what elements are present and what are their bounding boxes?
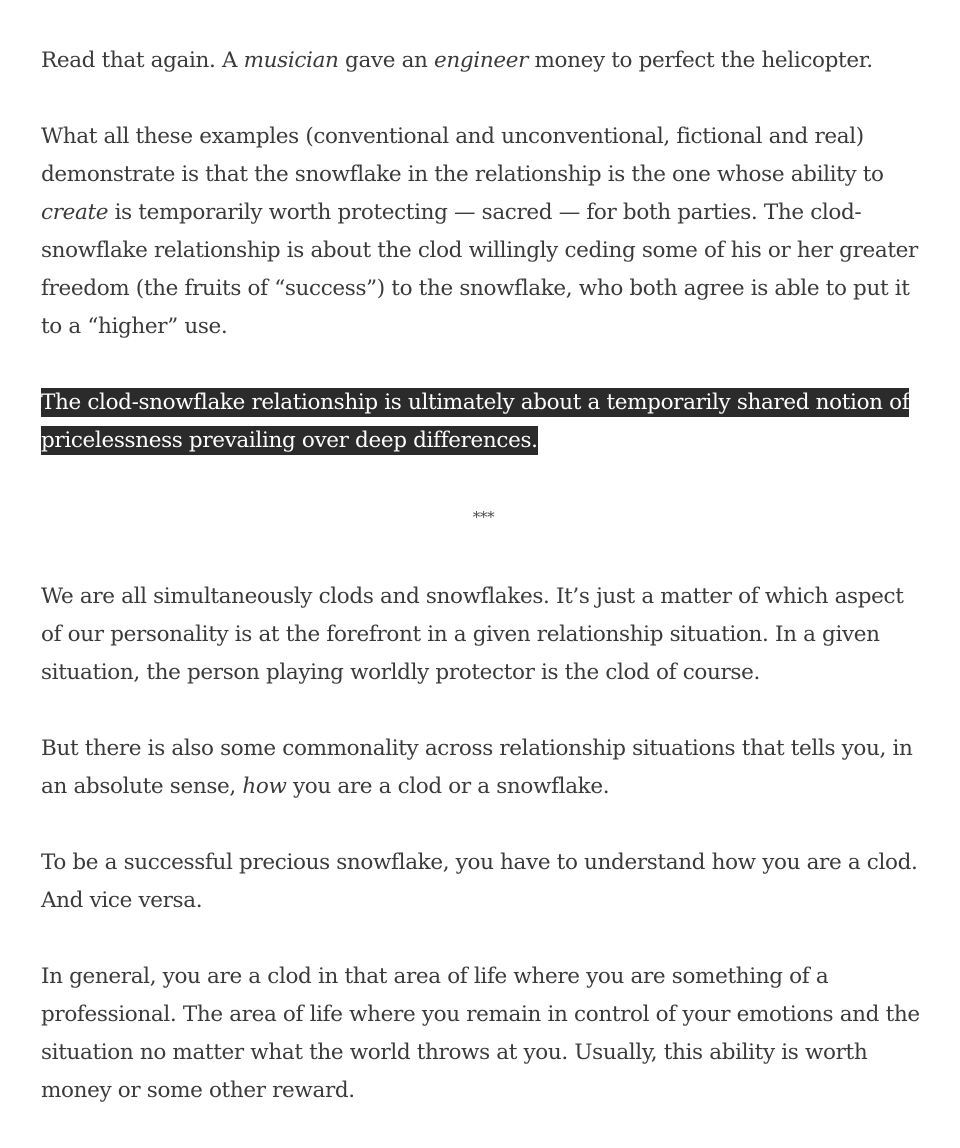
emphasis-create: create xyxy=(41,200,109,225)
paragraph-professional xyxy=(41,958,926,1110)
paragraph-commonality xyxy=(41,730,926,806)
paragraph-vice-versa xyxy=(41,844,926,920)
section-separator: *** xyxy=(472,508,495,526)
paragraph-clods-and-snowflakes xyxy=(41,578,926,692)
text-run: Read that again. A xyxy=(41,48,244,73)
text-run: is temporarily worth protecting — sacred — for both parties. The clod-snowflake relationship is about the clod willingly ceding some of his or her greater freedom (the fruits of “success”) to the snowflake, who both agree is able to put it to a “higher” use. xyxy=(41,200,918,339)
paragraph-read-again xyxy=(41,42,926,80)
emphasis-musician: musician xyxy=(243,48,339,73)
text-run: you are a clod or a snowflake. xyxy=(286,774,610,799)
paragraph-examples xyxy=(41,118,926,346)
text-run: But there is also some commonality across relationship situations that tells you, in an absolute sense, xyxy=(41,736,913,799)
paragraph-highlighted-quote xyxy=(41,384,926,460)
text-run: money to perfect the helicopter. xyxy=(528,48,873,73)
emphasis-how: how xyxy=(242,774,287,799)
text-run: gave an xyxy=(338,48,435,73)
text-run: We are all simultaneously clods and snowflakes. It’s just a matter of which aspect of our personality is at the forefront in a given relationship situation. In a given situation, the person playing worldly protector is the clod of course. xyxy=(41,584,904,685)
text-run: To be a successful precious snowflake, you have to understand how you are a clod. And vice versa. xyxy=(41,850,918,913)
article-body xyxy=(41,42,926,1148)
text-run: What all these examples (conventional and unconventional, fictional and real) demonstrate is that the snowflake in the relationship is the one whose ability to xyxy=(41,124,884,187)
text-run: In general, you are a clod in that area of life where you are something of a professional. The area of life where you remain in control of your emotions and the situation no matter what the world throws at you. Usually, this ability is worth money or some other reward. xyxy=(41,964,920,1103)
selected-text-highlight[interactable]: The clod-snowflake relationship is ultimately about a temporarily shared notion of pricelessness prevailing over deep differences. xyxy=(41,390,910,453)
emphasis-engineer: engineer xyxy=(434,48,528,73)
